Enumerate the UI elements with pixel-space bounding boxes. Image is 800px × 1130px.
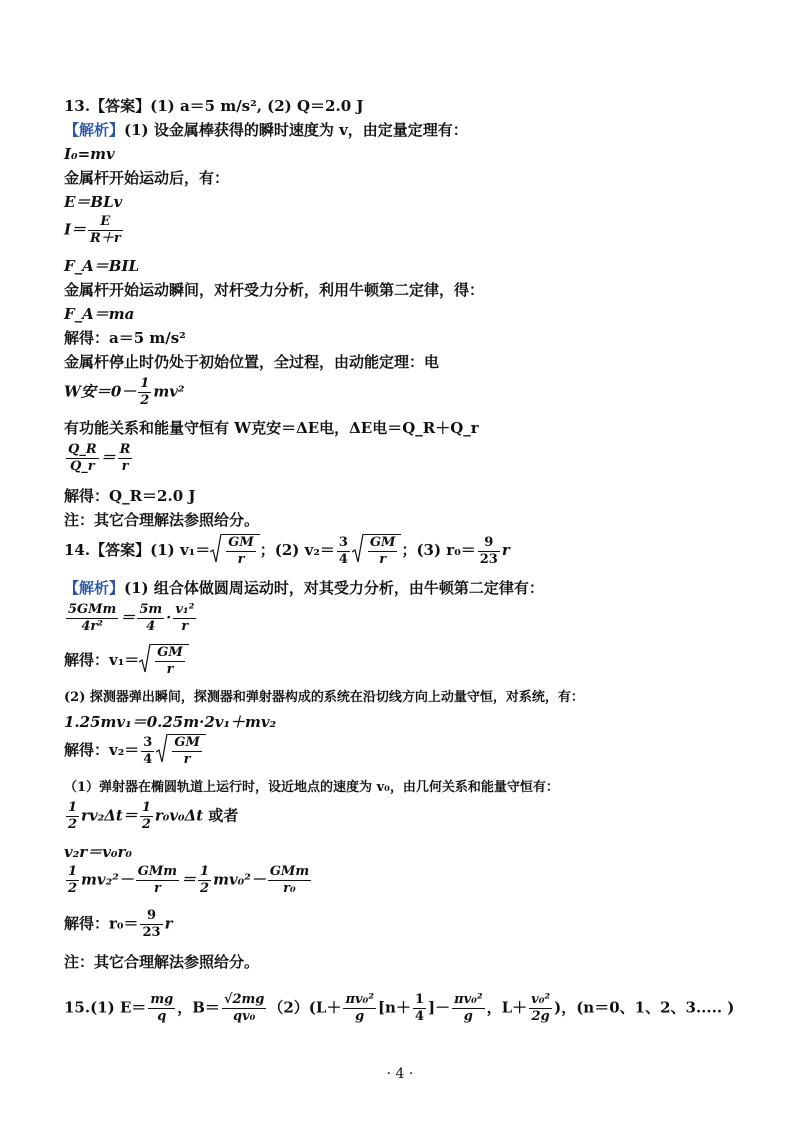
q14-result-v2: 解得：v₂＝ $\frac{3}{4}$ $\frac{GM}{r}$: [64, 734, 206, 768]
analysis-tag: 【解析】: [64, 579, 125, 597]
q14-eq-circular: $\frac{\text{5GMm}}{\text{4r²}}$ ＝ $\frac{5m}{4}$ · $\frac{\text{v₁²}}{r}$: [68, 602, 195, 634]
q14-text-momentum: (2) 探测器弹出瞬间，探测器和弹射器构成的系统在沿切线方向上动量守恒，对系统，有：: [64, 690, 584, 705]
q14-analysis-line-1: 【解析】(1) 组合体做圆周运动时，对其受力分析，由牛顿第二定律有：: [64, 579, 544, 597]
q13-eq-force: F_A＝BIL: [64, 257, 140, 275]
q13-eq-work: W安＝0－ $\frac{1}{2}$ mv²: [64, 376, 185, 408]
q14-eq-kepler: v₂r＝v₀r₀: [64, 843, 132, 861]
q13-answer-heading: 13.【答案】(1) a＝5 m/s², (2) Q＝2.0 J: [64, 97, 364, 115]
q13-text: 金属杆停止时仍处于初始位置，全过程，由动能定理：电: [64, 353, 440, 371]
q14-result-r0: 解得：r₀＝ $\frac{9}{23}$ r: [64, 908, 173, 940]
q13-note: 注：其它合理解法参照给分。: [64, 511, 260, 529]
q13-eq-newton: F_A＝ma: [64, 305, 135, 323]
q14-eq-momentum: 1.25mv₁＝0.25m·2v₁＋mv₂: [64, 713, 277, 731]
q13-eq-emf: E＝BLv: [64, 193, 123, 211]
page-number: · 4 ·: [386, 1066, 414, 1082]
q13-eq-current: I＝ $\frac{E}{R+r}$: [64, 214, 121, 246]
q13-eq-ratio: $\frac{Q\_R}{Q\_r}$ ＝ $\frac{R}{r}$: [68, 442, 131, 474]
q13-text-energy: 有功能关系和能量守恒有 W克安＝ΔE电，ΔE电＝Q_R＋Q_r: [64, 419, 479, 437]
q13-result-a: 解得：a＝5 m/s²: [64, 329, 186, 347]
q15-answer: 15.(1) E＝ $\frac{mg}{q}$ ，B＝ $\frac{√2mg}{\text{qv₀}}$ （2）(L＋ $\frac{\text{πv₀²}}{g}$ [n＋ $\frac{1}{4}$ ]－ $\frac{\text{πv₀²}}{g}$ ，L＋ $\frac{\text{v₀²}}{2g}$ )，(n＝0、1、2、3..... ): [64, 992, 735, 1024]
q14-note: 注：其它合理解法参照给分。: [64, 953, 260, 971]
q13-text: 金属杆开始运动后，有：: [64, 169, 230, 187]
q14-result-v1: 解得：v₁＝ $\frac{GM}{r}$: [64, 644, 189, 678]
q14-eq-energy: $\frac{1}{2}$ mv₂²－ $\frac{\text{GMm}}{r}$ ＝ $\frac{1}{2}$ mv₀²－ $\frac{\text{GMm}}{\text{r₀}}$: [68, 864, 310, 896]
q14-eq-area: $\frac{1}{2}$ rv₂Δt＝ $\frac{1}{2}$ r₀v₀Δt 或者: [68, 800, 239, 832]
q14-answer-heading: 14.【答案】(1) v₁＝ $\frac{GM}{r}$ ；(2) v₂＝ $\frac{3}{4}$ $\frac{GM}{r}$ ；(3) r₀＝ $\frac{9}{23}$ r: [64, 534, 510, 567]
q14-text-ellipse: （1）弹射器在椭圆轨道上运行时，设近地点的速度为 v₀，由几何关系和能量守恒有：: [64, 780, 559, 795]
analysis-tag: 【解析】: [64, 121, 125, 139]
q13-analysis-line-1: 【解析】(1) 设金属棒获得的瞬时速度为 v，由定量定理有：: [64, 121, 468, 139]
q13-text: 金属杆开始运动瞬间，对杆受力分析，利用牛顿第二定律，得：: [64, 281, 485, 299]
q13-result-q: 解得：Q_R＝2.0 J: [64, 487, 196, 505]
q13-eq-momentum: I₀=mv: [64, 145, 115, 163]
